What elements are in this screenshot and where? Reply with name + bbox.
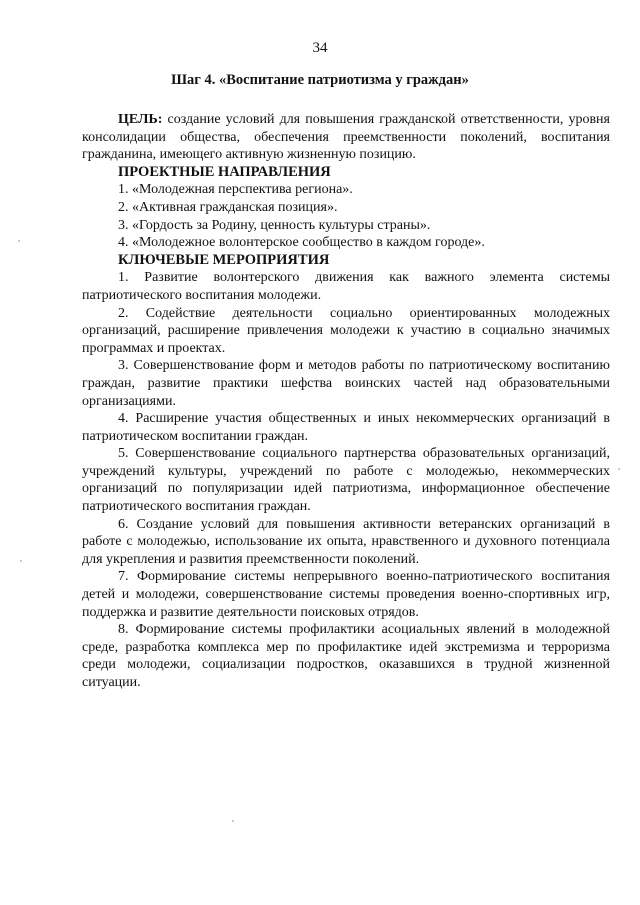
scan-speck (20, 560, 22, 562)
key-activities-heading: КЛЮЧЕВЫЕ МЕРОПРИЯТИЯ (118, 251, 330, 268)
goal-label: ЦЕЛЬ: (118, 112, 163, 127)
activity-item: 1. Развитие волонтерского движения как важного элемента системы патриотического воспитания молодежи. (82, 270, 610, 303)
activity-item: 7. Формирование системы непрерывного военно-патриотического воспитания детей и молодежи, совершенствование системы проведения военно-спортивных игр, поддержка и развитие деятельности поисковых отрядов. (82, 569, 610, 620)
activity-item: 6. Создание условий для повышения активности ветеранских организаций в работе с молодежью, использование их опыта, нравственного и духовного потенциала для укрепления и развития преемственности поколений. (82, 516, 610, 567)
scan-speck (618, 468, 620, 470)
activity-item: 8. Формирование системы профилактики асоциальных явлений в молодежной среде, разработка комплекса мер по профилактике идей экстремизма и терроризма среди молодежи, социализации подростков, оказавшихся в трудной жизненной ситуации. (82, 622, 610, 690)
direction-item: 3. «Гордость за Родину, ценность культуры страны». (118, 217, 431, 233)
activity-item: 3. Совершенствование форм и методов работы по патриотическому воспитанию граждан, развитие практики шефства воинских частей над образовательными организациями. (82, 358, 610, 409)
direction-item: 2. «Активная гражданская позиция». (118, 199, 338, 215)
project-directions-heading: ПРОЕКТНЫЕ НАПРАВЛЕНИЯ (118, 163, 331, 180)
activity-item: 5. Совершенствование социального партнерства образовательных организаций, учреждений культуры, учреждений по работе с молодежью, некоммерческих организаций по популяризации идей патриотизма, информационное обеспечение патриотического воспитания граждан. (82, 446, 610, 515)
goal-paragraph (82, 111, 610, 164)
direction-item: 1. «Молодежная перспектива региона». (118, 182, 353, 198)
activity-item: 4. Расширение участия общественных и иных некоммерческих организаций в патриотическом воспитании граждан. (82, 411, 610, 444)
page-number: 34 (312, 40, 328, 56)
direction-item: 4. «Молодежное волонтерское сообщество в каждом городе». (118, 235, 485, 251)
scan-speck (232, 820, 234, 822)
activity-item: 2. Содействие деятельности социально ориентированных молодежных организаций, расширение привлечения молодежи к участию в социально значимых программах и проектах. (82, 305, 610, 356)
section-title: Шаг 4. «Воспитание патриотизма у граждан» (171, 72, 469, 88)
body-text (82, 111, 610, 692)
goal-text: создание условий для повышения гражданской ответственности, уровня консолидации общества, обеспечения преемственности поколений, воспитания гражданина, имеющего активную жизненную позицию. (82, 112, 610, 163)
scan-speck (18, 240, 20, 242)
